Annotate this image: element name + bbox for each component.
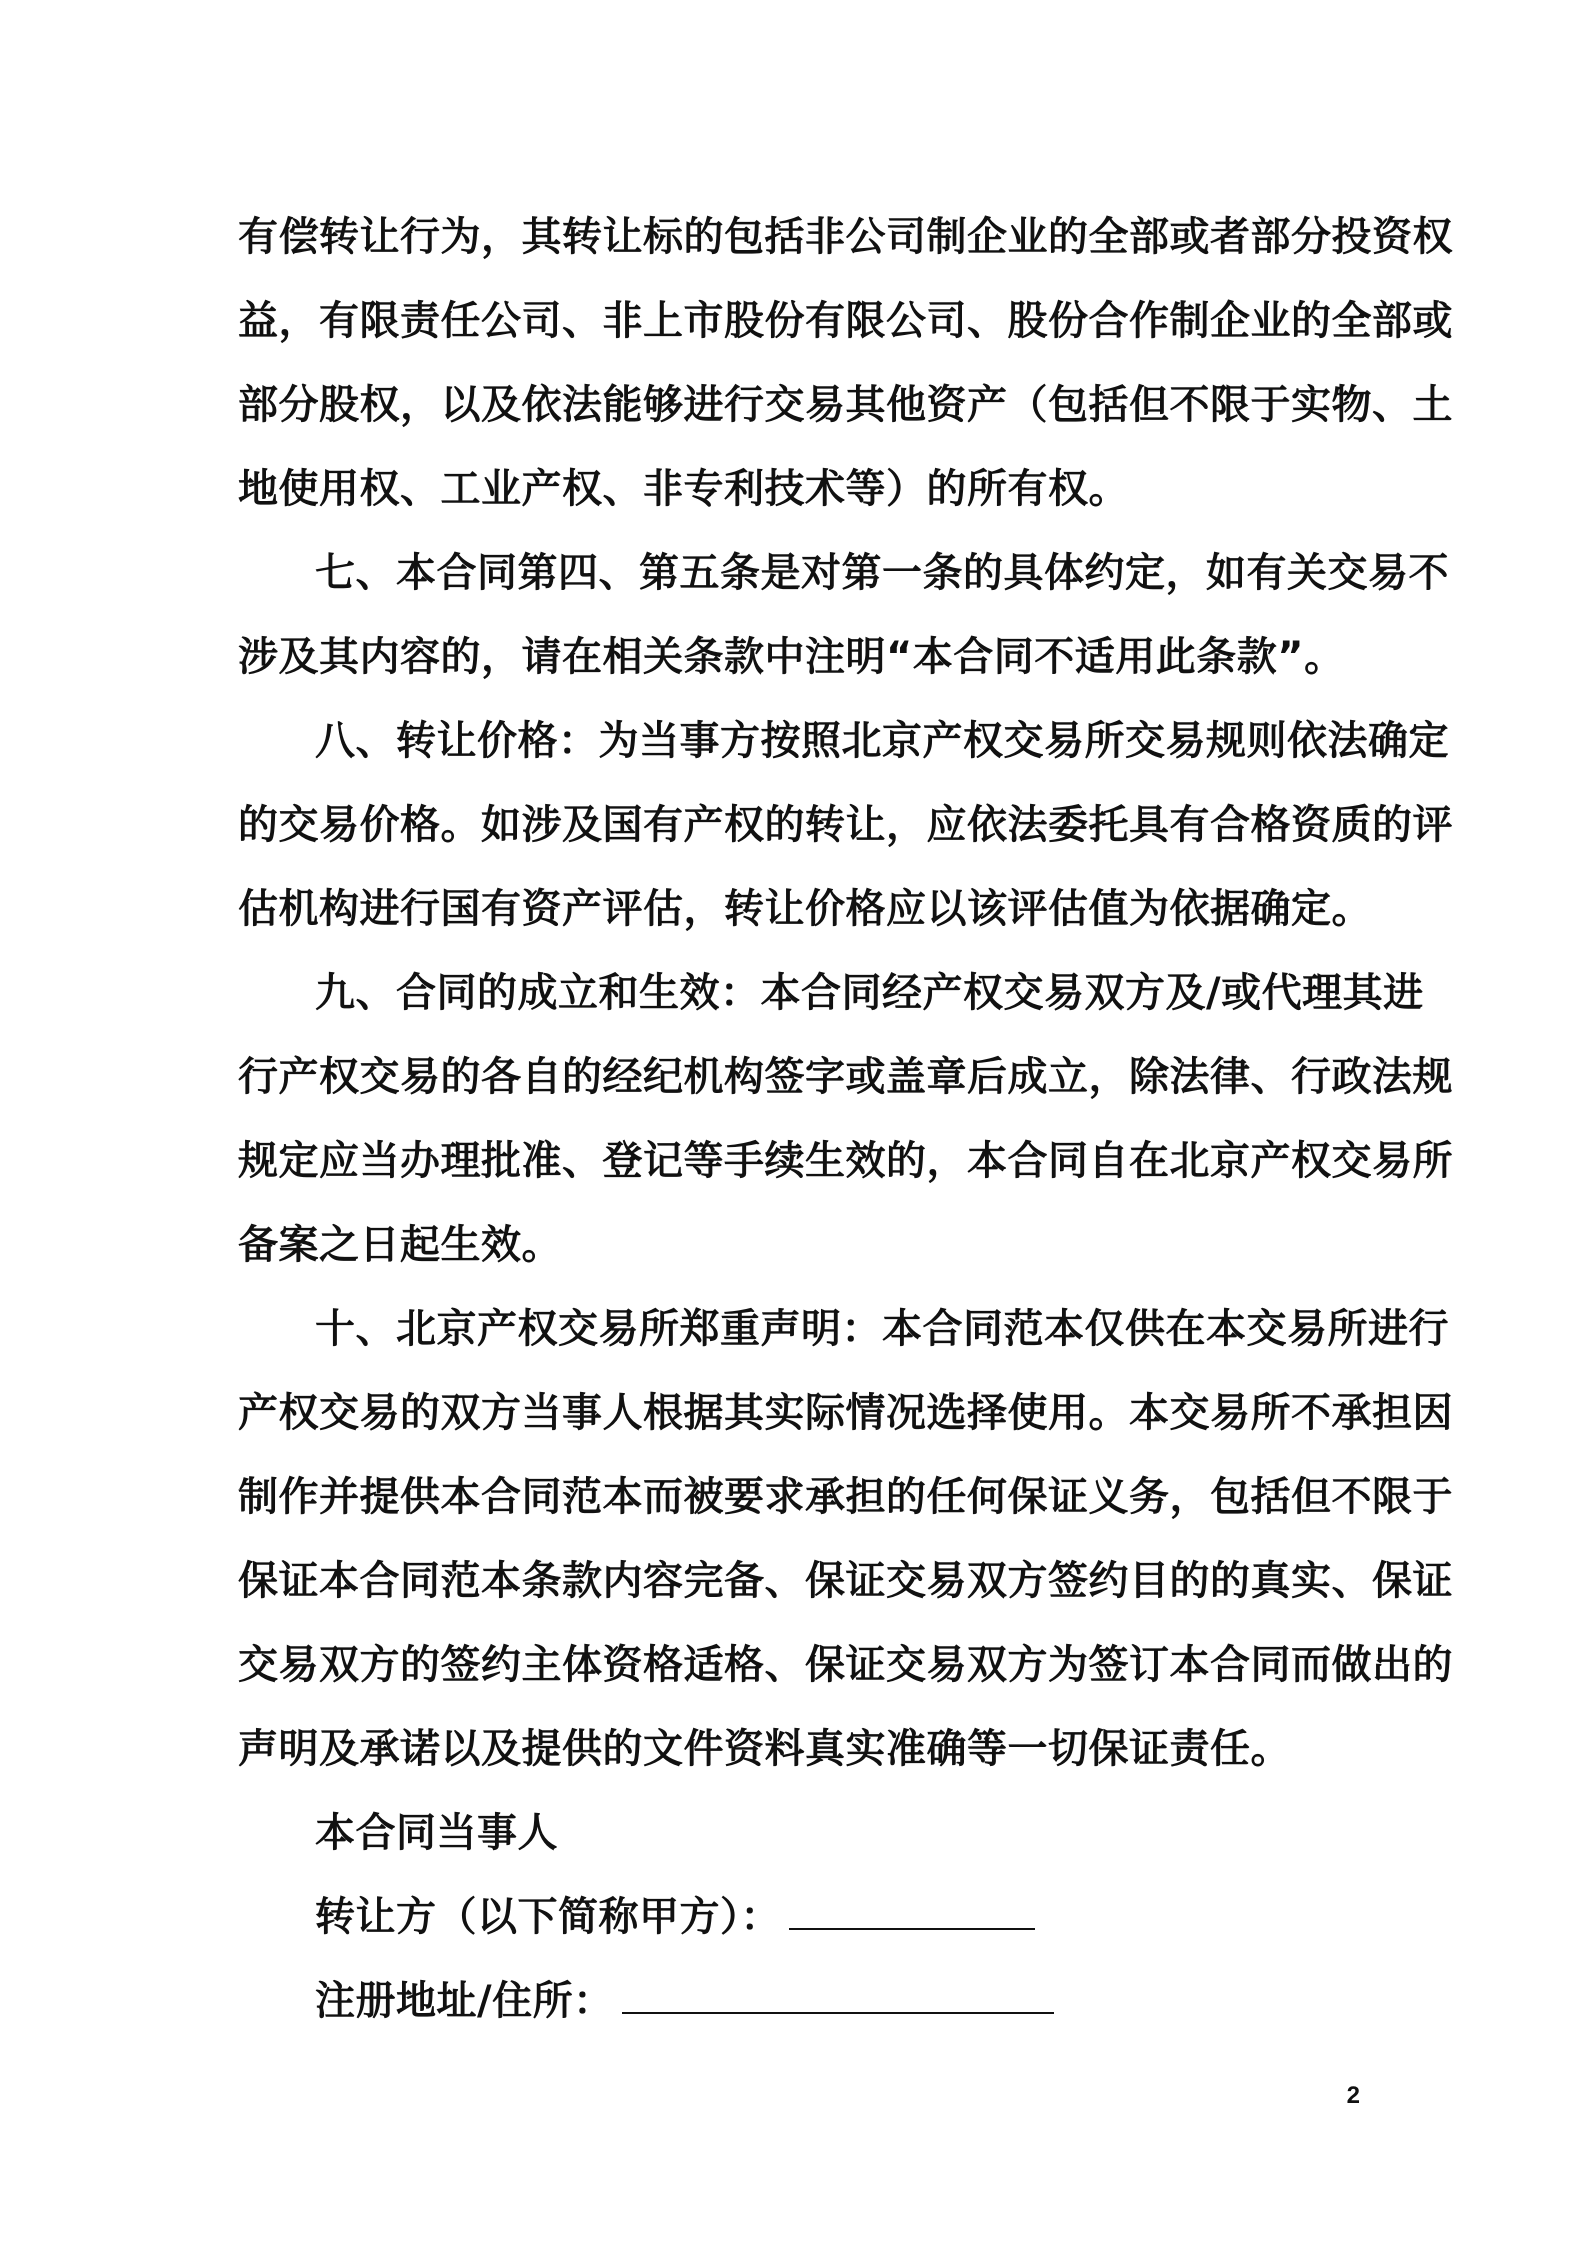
paragraph-10-line-1: 十、北京产权交易所郑重声明：本合同范本仅供在本交易所进行 bbox=[315, 1306, 1449, 1352]
transferor-line bbox=[315, 1885, 1035, 1942]
parties-heading: 本合同当事人 bbox=[315, 1810, 558, 1856]
transferor-label: 转让方（以下简称甲方）： bbox=[315, 1894, 781, 1940]
paragraph-6-line-1: 有偿转让行为，其转让标的包括非公司制企业的全部或者部分投资权 bbox=[238, 214, 1453, 260]
paragraph-6-line-4: 地使用权、工业产权、非专利技术等）的所有权。 bbox=[238, 466, 1129, 512]
paragraph-8-line-2: 的交易价格。如涉及国有产权的转让，应依法委托具有合格资质的评 bbox=[238, 802, 1453, 848]
paragraph-10-line-5: 交易双方的签约主体资格适格、保证交易双方为签订本合同而做出的 bbox=[238, 1642, 1453, 1688]
paragraph-9-line-3: 规定应当办理批准、登记等手续生效的，本合同自在北京产权交易所 bbox=[238, 1138, 1453, 1184]
paragraph-10-line-4: 保证本合同范本条款内容完备、保证交易双方签约目的的真实、保证 bbox=[238, 1558, 1453, 1604]
paragraph-8-line-1: 八、转让价格：为当事方按照北京产权交易所交易规则依法确定 bbox=[315, 718, 1449, 764]
address-line bbox=[315, 1969, 1054, 2026]
paragraph-8-line-3: 估机构进行国有资产评估，转让价格应以该评估值为依据确定。 bbox=[238, 886, 1372, 932]
paragraph-9-line-1: 九、合同的成立和生效：本合同经产权交易双方及/或代理其进 bbox=[315, 970, 1424, 1016]
paragraph-6-line-3: 部分股权，以及依法能够进行交易其他资产（包括但不限于实物、土 bbox=[238, 382, 1453, 428]
paragraph-10-line-2: 产权交易的双方当事人根据其实际情况选择使用。本交易所不承担因 bbox=[238, 1390, 1453, 1436]
paragraph-10-line-3: 制作并提供本合同范本而被要求承担的任何保证义务，包括但不限于 bbox=[238, 1474, 1453, 1520]
paragraph-10-line-6: 声明及承诺以及提供的文件资料真实准确等一切保证责任。 bbox=[238, 1726, 1291, 1772]
paragraph-9-line-4: 备案之日起生效。 bbox=[238, 1222, 562, 1268]
address-label: 注册地址/住所： bbox=[315, 1978, 614, 2024]
paragraph-7-line-1: 七、本合同第四、第五条是对第一条的具体约定，如有关交易不 bbox=[315, 550, 1449, 596]
page-number: 2 bbox=[1346, 2082, 1360, 2109]
transferor-blank bbox=[789, 1894, 1035, 1930]
address-blank bbox=[622, 1978, 1054, 2014]
paragraph-7-line-2: 涉及其内容的，请在相关条款中注明“本合同不适用此条款”。 bbox=[238, 634, 1345, 680]
paragraph-6-line-2: 益，有限责任公司、非上市股份有限公司、股份合作制企业的全部或 bbox=[238, 298, 1453, 344]
paragraph-9-line-2: 行产权交易的各自的经纪机构签字或盖章后成立，除法律、行政法规 bbox=[238, 1054, 1453, 1100]
